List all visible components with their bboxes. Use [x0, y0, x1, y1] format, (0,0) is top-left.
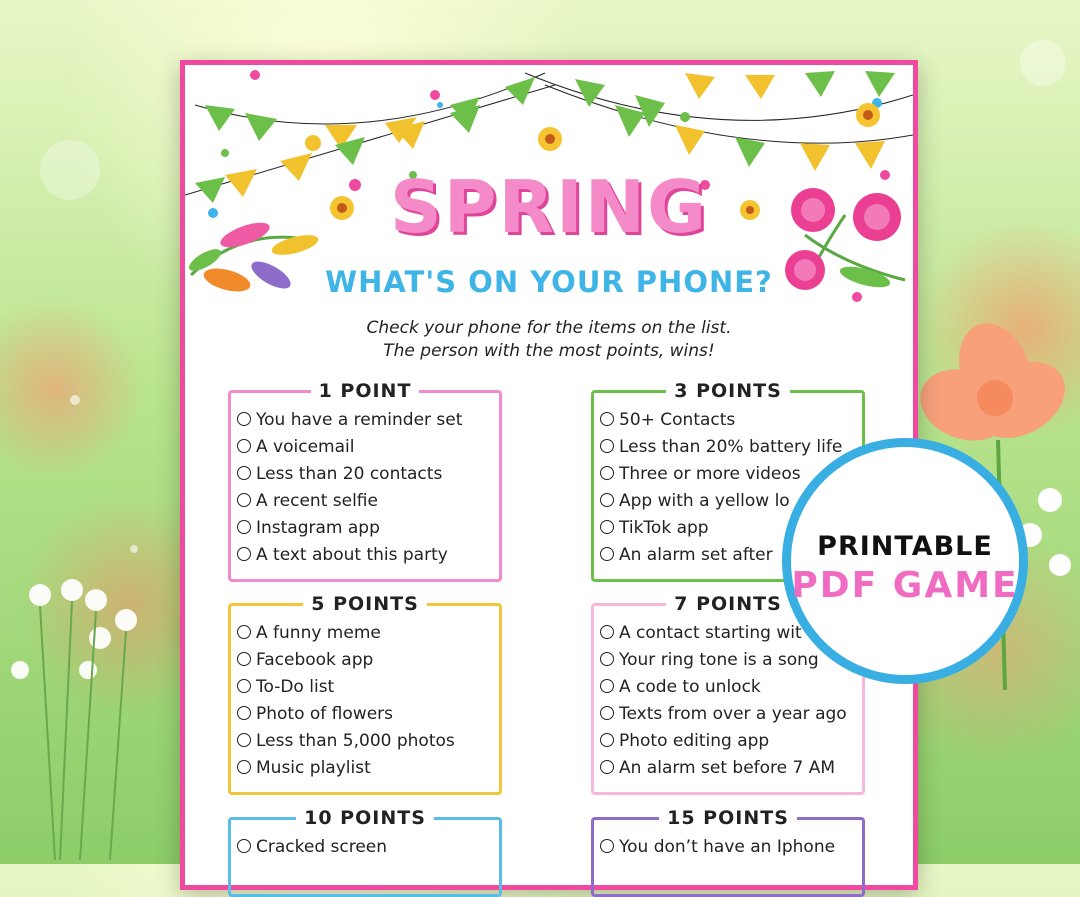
list-item: TikTok app	[600, 515, 862, 542]
section-5-points	[228, 593, 502, 795]
checkbox-circle[interactable]	[237, 466, 251, 480]
checkbox-circle[interactable]	[237, 412, 251, 426]
section-title: 15 POINTS	[659, 807, 797, 829]
checkbox-circle[interactable]	[237, 839, 251, 853]
bokeh-dot	[130, 545, 138, 553]
badge-line-2: PDF GAME	[791, 565, 1019, 606]
checkbox-circle[interactable]	[600, 733, 614, 747]
section-title: 10 POINTS	[296, 807, 434, 829]
bokeh-dot	[70, 395, 80, 405]
checkbox-circle[interactable]	[600, 679, 614, 693]
checkbox-circle[interactable]	[237, 625, 251, 639]
checkbox-circle[interactable]	[600, 439, 614, 453]
list-item: Three or more videos	[600, 461, 862, 488]
checkbox-circle[interactable]	[600, 520, 614, 534]
badge-line-1: PRINTABLE	[817, 531, 993, 562]
list-item: A contact starting wit	[600, 620, 862, 647]
checkbox-circle[interactable]	[600, 625, 614, 639]
bokeh-dot	[40, 140, 100, 200]
section-title: 5 POINTS	[303, 593, 427, 615]
instructions-line-2: The person with the most points, wins!	[383, 341, 715, 361]
checkbox-circle[interactable]	[600, 839, 614, 853]
section-title: 1 POINT	[311, 380, 420, 402]
checkbox-circle[interactable]	[237, 760, 251, 774]
list-item: Photo editing app	[600, 728, 862, 755]
page-title: SPRING	[389, 165, 709, 249]
list-item: Your ring tone is a song	[600, 647, 862, 674]
instructions-line-1: Check your phone for the items on the list.	[366, 318, 732, 338]
list-item: Facebook app	[237, 647, 499, 674]
printable-badge	[782, 438, 1028, 684]
section-title: 3 POINTS	[666, 380, 790, 402]
list-item: A recent selfie	[237, 488, 499, 515]
list-item: You have a reminder set	[237, 407, 499, 434]
game-sheet	[180, 60, 918, 890]
section-1-point	[228, 380, 502, 582]
section-15-points	[591, 807, 865, 897]
checkbox-circle[interactable]	[237, 652, 251, 666]
list-item: An alarm set after	[600, 542, 862, 569]
list-item: You don’t have an Iphone	[600, 834, 862, 861]
list-item: Less than 20% battery life	[600, 434, 862, 461]
list-item: A text about this party	[237, 542, 499, 569]
list-item: Texts from over a year ago	[600, 701, 862, 728]
list-item: Cracked screen	[237, 834, 499, 861]
instructions	[185, 317, 913, 363]
checkbox-circle[interactable]	[600, 652, 614, 666]
list-item: To-Do list	[237, 674, 499, 701]
checkbox-circle[interactable]	[600, 760, 614, 774]
page-subtitle: WHAT'S ON YOUR PHONE?	[325, 265, 773, 299]
checkbox-circle[interactable]	[237, 706, 251, 720]
checkbox-circle[interactable]	[600, 493, 614, 507]
checkbox-circle[interactable]	[600, 466, 614, 480]
checkbox-circle[interactable]	[237, 520, 251, 534]
checkbox-circle[interactable]	[600, 412, 614, 426]
list-item: A voicemail	[237, 434, 499, 461]
list-item: Instagram app	[237, 515, 499, 542]
list-item: 50+ Contacts	[600, 407, 862, 434]
section-title: 7 POINTS	[666, 593, 790, 615]
checkbox-circle[interactable]	[600, 706, 614, 720]
section-10-points	[228, 807, 502, 897]
checkbox-circle[interactable]	[237, 679, 251, 693]
checkbox-circle[interactable]	[237, 733, 251, 747]
background-white-flowers	[0, 560, 180, 860]
checkbox-circle[interactable]	[237, 439, 251, 453]
list-item: A code to unlock	[600, 674, 862, 701]
list-item: Photo of flowers	[237, 701, 499, 728]
list-item: Less than 20 contacts	[237, 461, 499, 488]
checkbox-circle[interactable]	[237, 493, 251, 507]
list-item: Music playlist	[237, 755, 499, 782]
list-item: A funny meme	[237, 620, 499, 647]
bokeh-dot	[1020, 40, 1066, 86]
list-item: An alarm set before 7 AM	[600, 755, 862, 782]
list-item: App with a yellow lo	[600, 488, 862, 515]
list-item: Less than 5,000 photos	[237, 728, 499, 755]
checkbox-circle[interactable]	[237, 547, 251, 561]
checkbox-circle[interactable]	[600, 547, 614, 561]
